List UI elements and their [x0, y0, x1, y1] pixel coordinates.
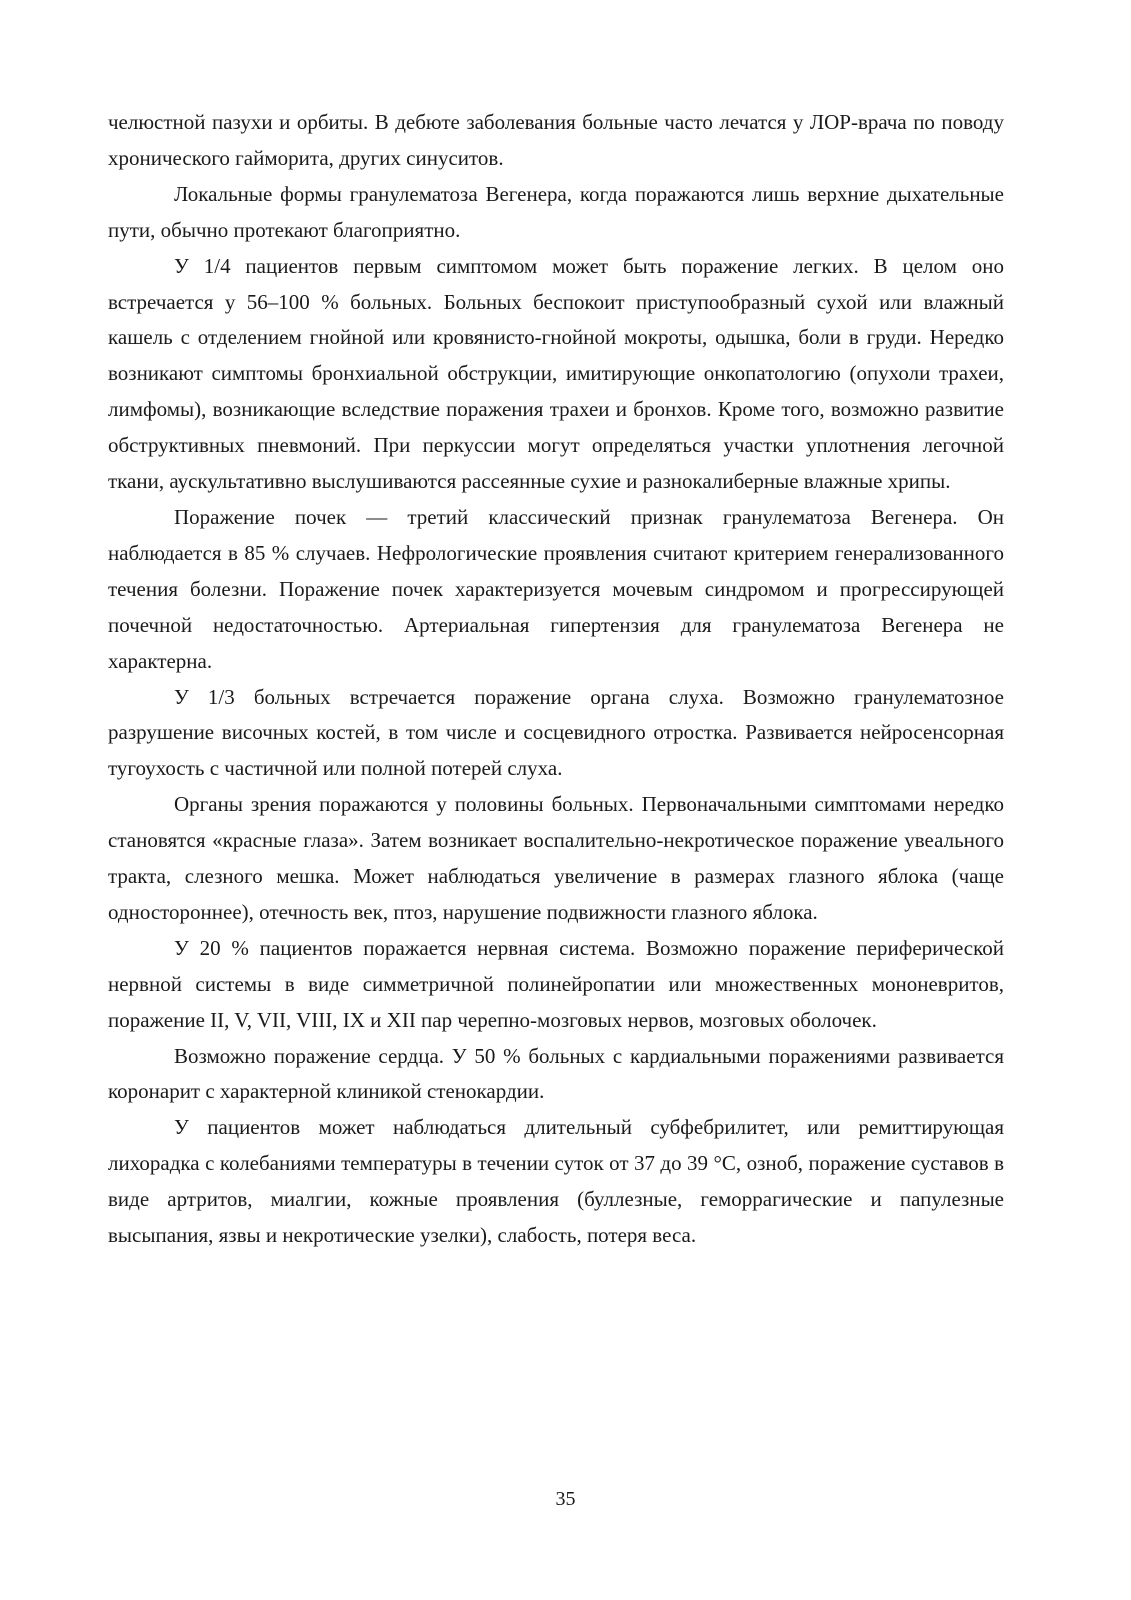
paragraph-heart-involvement: Возможно поражение сердца. У 50 % больных с кардиальными поражениями развивается коронарит с характерной клиникой стенокардии.	[108, 1043, 1004, 1104]
paragraph-local-forms: Локальные формы гранулематоза Вегенера, когда поражаются лишь верхние дыхательные пути, обычно протекают благоприятно.	[108, 181, 1004, 242]
page-number: 35	[555, 1488, 576, 1510]
page-body	[108, 105, 1004, 1254]
paragraph-lung-involvement: У 1/4 пациентов первым симптомом может быть поражение легких. В целом оно встречается у 56–100 % больных. Больных беспокоит приступообразный сухой или влажный кашель с отделением гнойной или кровянисто-гнойной мокроты, одышка, боли в груди. Нередко возникают симптомы бронхиальной обструкции, имитирующие онкопатологию (опухоли трахеи, лимфомы), возникающие вследствие поражения трахеи и бронхов. Кроме того, возможно развитие обструктивных пневмоний. При перкуссии могут определяться участки уплотнения легочной ткани, аускультативно выслушиваются рассеянные сухие и разнокалиберные влажные хрипы.	[108, 253, 1004, 494]
paragraph-hearing-involvement: У 1/3 больных встречается поражение органа слуха. Возможно гранулематозное разрушение височных костей, в том числе и сосцевидного отростка. Развивается нейросенсорная тугоухость с частичной или полной потерей слуха.	[108, 684, 1004, 781]
paragraph-kidney-involvement: Поражение почек — третий классический признак гранулематоза Вегенера. Он наблюдается в 85 % случаев. Нефрологические проявления считают критерием генерализованного течения болезни. Поражение почек характеризуется мочевым синдромом и прогрессирующей почечной недостаточностью. Артериальная гипертензия для гранулематоза Вегенера не характерна.	[108, 504, 1004, 673]
paragraph-sinus-continuation: челюстной пазухи и орбиты. В дебюте заболевания больные часто лечатся у ЛОР-врача по поводу хронического гайморита, других синуситов.	[108, 110, 1004, 170]
paragraph-nervous-system: У 20 % пациентов поражается нервная система. Возможно поражение периферической нервной системы в виде симметричной полинейропатии или множественных мононевритов, поражение II, V, VII, VIII, IX и XII пар черепно-мозговых нервов, мозговых оболочек.	[108, 935, 1004, 1032]
paragraph-eye-involvement: Органы зрения поражаются у половины больных. Первоначальными симптомами нередко становятся «красные глаза». Затем возникает воспалительно-некротическое поражение увеального тракта, слезного мешка. Может наблюдаться увеличение в размерах глазного яблока (чаще одностороннее), отечность век, птоз, нарушение подвижности глазного яблока.	[108, 792, 1004, 924]
paragraph-general-symptoms: У пациентов может наблюдаться длительный субфебрилитет, или ремиттирующая лихорадка с колебаниями температуры в течении суток от 37 до 39 °С, озноб, поражение суставов в виде артритов, миалгии, кожные проявления (буллезные, геморрагические и папулезные высыпания, язвы и некротические узелки), слабость, потеря веса.	[108, 1115, 1004, 1248]
